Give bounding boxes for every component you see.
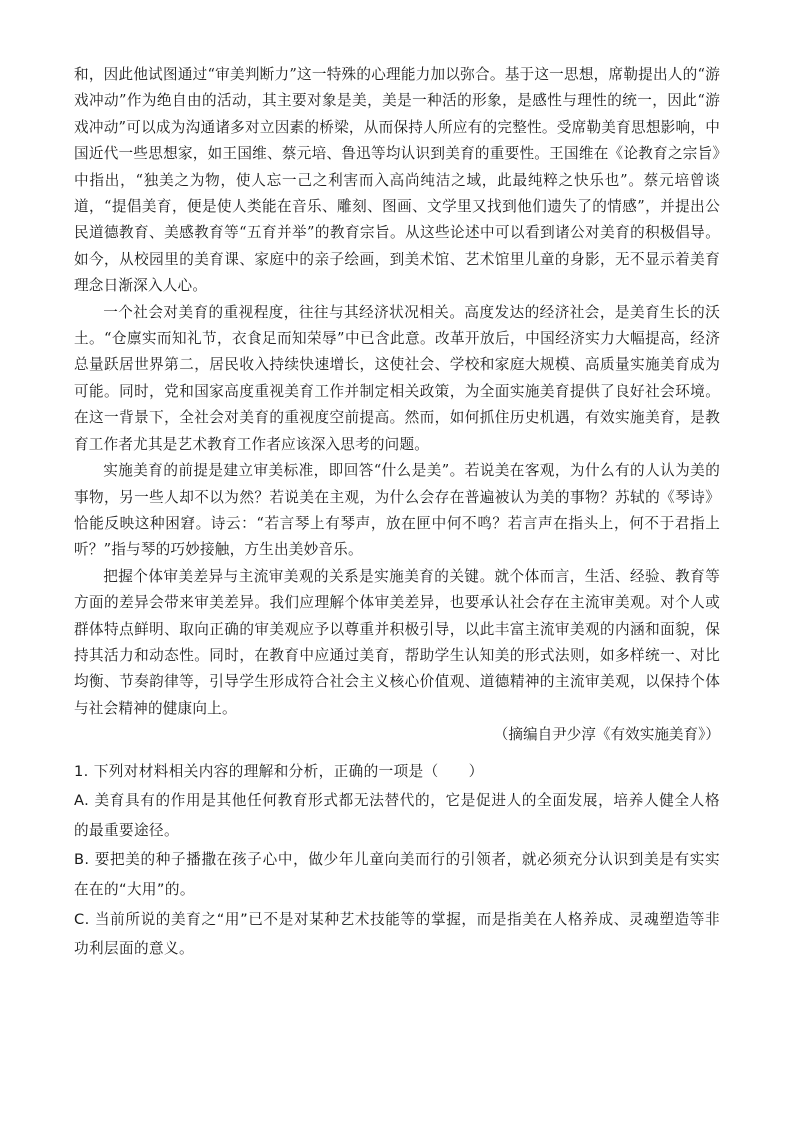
option-b[interactable]: B. 要把美的种子播撒在孩子心中，做少年儿童向美而行的引领者，就必须充分认识到美是有实实在在的“大用”的。: [74, 851, 720, 898]
question-stem: 1. 下列对材料相关内容的理解和分析，正确的一项是（ ）: [74, 762, 484, 780]
article-paragraph-3: 实施美育的前提是建立审美标准，即回答“什么是美”。若说美在客观，为什么有的人认为美的事物，另一些人却不以为然？若说美在主观，为什么会存在普遍被认为美的事物？苏轼的《琴诗》恰能反映这种困窘。诗云：“若言琴上有琴声，放在匣中何不鸣？若言声在指头上，何不于君指上听？”指与琴的巧妙接触，方生出美妙音乐。: [74, 462, 720, 559]
option-c[interactable]: C. 当前所说的美育之“用”已不是对某种艺术技能等的掌握，而是指美在人格养成、灵魂塑造等非功利层面的意义。: [74, 910, 720, 958]
article-body: [74, 62, 720, 964]
article-paragraph-4: 把握个体审美差异与主流审美观的关系是实施美育的关键。就个体而言，生活、经验、教育等方面的差异会带来审美差异。我们应理解个体审美差异，也要承认社会存在主流审美观。对个人或群体特点鲜明、取向正确的审美观应予以尊重并积极引导，以此丰富主流审美观的内涵和面貌，保持其活力和动态性。同时，在教育中应通过美育，帮助学生认知美的形式法则，如多样统一、对比均衡、节奏韵律等，引导学生形成符合社会主义核心价值观、道德精神的主流审美观，以保持个体与社会精神的健康向上。: [74, 567, 720, 717]
question-block: [74, 757, 720, 964]
option-a[interactable]: A. 美育具有的作用是其他任何教育形式都无法替代的，它是促进人的全面发展，培养人健全人格的最重要途径。: [74, 792, 720, 839]
article-paragraph-1: 和，因此他试图通过“审美判断力”这一特殊的心理能力加以弥合。基于这一思想，席勒提出人的“游戏冲动”作为绝自由的活动，其主要对象是美，美是一种活的形象，是感性与理性的统一，因此“游戏冲动”可以成为沟通诸多对立因素的桥梁，从而保持人所应有的完整性。受席勒美育思想影响，中国近代一些思想家，如王国维、蔡元培、鲁迅等均认识到美育的重要性。王国维在《论教育之宗旨》中指出，“独美之为物，使人忘一己之利害而入高尚纯洁之域，此最纯粹之快乐也”。蔡元培曾谈道，“提倡美育，便是使人类能在音乐、雕刻、图画、文学里又找到他们遗失了的情感”，并提出公民道德教育、美感教育等“五育并举”的教育宗旨。从这些论述中可以看到诸公对美育的积极倡导。如今，从校园里的美育课、家庭中的亲子绘画，到美术馆、艺术馆里儿童的身影，无不显示着美育理念日渐深入人心。: [74, 66, 720, 295]
article-source: （摘编自尹少淳《有效实施美育》）: [493, 726, 720, 744]
article-paragraph-2: 一个社会对美育的重视程度，往往与其经济状况相关。高度发达的经济社会，是美育生长的沃土。“仓廪实而知礼节，衣食足而知荣辱”中已含此意。改革开放后，中国经济实力大幅提高，经济总量跃居世界第二，居民收入持续快速增长，这使社会、学校和家庭大规模、高质量实施美育成为可能。同时，党和国家高度重视美育工作并制定相关政策，为全面实施美育提供了良好社会环境。在这一背景下，全社会对美育的重视度空前提高。然而，如何抓住历史机遇，有效实施美育，是教育工作者尤其是艺术教育工作者应该深入思考的问题。: [74, 303, 720, 453]
